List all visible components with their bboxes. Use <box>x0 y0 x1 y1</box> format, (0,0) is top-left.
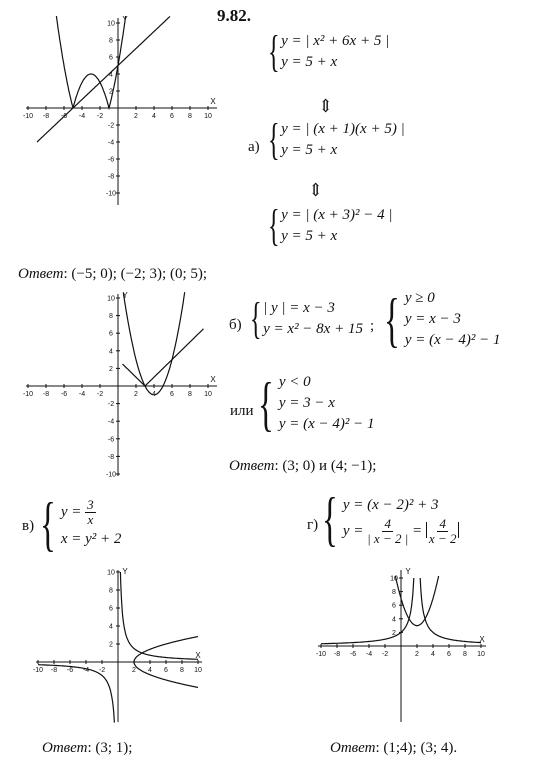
system-a2 <box>268 115 405 164</box>
x-tick-label: 4 <box>152 391 156 398</box>
equation: y = 5 + x <box>281 54 338 70</box>
x-tick-label: 8 <box>180 667 184 674</box>
hyperbola-left <box>321 575 414 644</box>
equation: | y | = x − 3 <box>263 300 335 316</box>
y-tick-label: -2 <box>107 401 115 409</box>
answer-value: : (3; 0) и (4; −1); <box>274 458 377 474</box>
answer-b <box>229 458 376 475</box>
y-tick-label: 8 <box>109 587 113 595</box>
x-tick-label: -10 <box>22 113 34 120</box>
x-tick-label: -2 <box>98 667 106 674</box>
x-tick-label: -8 <box>42 391 50 398</box>
fraction <box>429 517 457 546</box>
numerator: 4 <box>384 515 391 531</box>
part-v-label: в) <box>22 518 35 534</box>
y-tick-label: 8 <box>109 37 113 45</box>
abs-value <box>426 515 460 546</box>
answer-value: : (1;4); (3; 4). <box>375 740 458 756</box>
x-tick-label: 2 <box>134 391 138 398</box>
brace: { <box>268 115 280 164</box>
x-tick-label: -6 <box>349 651 357 658</box>
brace: { <box>268 27 280 76</box>
y-axis-label: Y <box>122 291 128 300</box>
y-tick-label: -10 <box>105 190 117 198</box>
x-tick-label: 6 <box>170 113 174 120</box>
x-tick-label: 4 <box>152 113 156 120</box>
x-tick-label: -10 <box>315 651 327 658</box>
system-g <box>322 486 459 552</box>
parabola <box>123 292 184 395</box>
equivalence-arrow: ⇕ <box>308 180 324 200</box>
y-axis-label: Y <box>122 567 128 576</box>
x-tick-label: -6 <box>66 667 74 674</box>
x-tick-label: 8 <box>188 391 192 398</box>
x-tick-label: 6 <box>170 391 174 398</box>
y-tick-label: -6 <box>107 436 115 444</box>
y-tick-label: 10 <box>390 575 398 583</box>
x-axis-label: X <box>195 651 201 660</box>
x-tick-label: -2 <box>96 391 104 398</box>
equation: y ≥ 0 <box>404 290 435 306</box>
numerator: 3 <box>87 496 94 512</box>
y-tick-label: 6 <box>109 54 113 62</box>
root-upper <box>134 637 198 663</box>
x-tick-label: -4 <box>82 667 90 674</box>
answer-v <box>42 740 132 757</box>
answer-a <box>18 266 207 283</box>
x-tick-label: -10 <box>32 667 44 674</box>
x-tick-label: 8 <box>463 651 467 658</box>
brace: { <box>258 370 274 437</box>
brace: { <box>322 486 338 552</box>
x-tick-label: 2 <box>415 651 419 658</box>
x-tick-label: -4 <box>365 651 373 658</box>
y-tick-label: 4 <box>109 623 113 631</box>
x-axis-label: X <box>479 635 485 644</box>
x-tick-label: 10 <box>477 651 485 658</box>
x-axis-label: X <box>210 97 216 106</box>
equation: y = | x² + 6x + 5 | <box>281 33 390 49</box>
brace: { <box>250 294 262 343</box>
denominator: x − 2 <box>428 530 457 546</box>
denominator: | x − 2 | <box>367 530 409 546</box>
equation: y = | (x + 1)(x + 5) | <box>281 121 405 137</box>
equation <box>61 498 122 527</box>
numerator: 4 <box>439 515 446 531</box>
equation: y = (x − 4)² − 1 <box>404 332 501 348</box>
answer-g <box>330 740 457 757</box>
x-tick-label: 2 <box>134 113 138 120</box>
equation: y = (x − 4)² − 1 <box>278 416 375 432</box>
fraction <box>85 498 96 527</box>
answer-label: Ответ <box>42 740 88 756</box>
or-label: или <box>230 403 254 419</box>
x-tick-label: 10 <box>204 391 212 398</box>
y-tick-label: -8 <box>107 453 115 461</box>
y-tick-label: 8 <box>392 589 396 597</box>
fraction <box>367 517 408 546</box>
part-b-label: б) <box>229 317 242 333</box>
x-tick-label: -4 <box>78 113 86 120</box>
x-tick-label: 4 <box>148 667 152 674</box>
equation: y = 5 + x <box>281 228 338 244</box>
equivalence-arrow: ⇕ <box>318 96 334 116</box>
y-tick-label: 2 <box>109 88 113 96</box>
y-axis-label: Y <box>405 567 411 576</box>
y-tick-label: 6 <box>109 330 113 338</box>
y-tick-label: -2 <box>107 122 115 130</box>
abs-line <box>123 329 204 386</box>
x-tick-label: -10 <box>22 391 34 398</box>
graph-g <box>310 566 492 726</box>
y-tick-label: 10 <box>107 20 115 28</box>
x-tick-label: -6 <box>60 113 68 120</box>
y-tick-label: 6 <box>392 602 396 610</box>
equation: y = x² − 8x + 15 <box>263 321 363 337</box>
equation: x = y² + 2 <box>60 530 122 547</box>
x-tick-label: -2 <box>96 113 104 120</box>
y-tick-label: -4 <box>107 418 115 426</box>
y-tick-label: 6 <box>109 605 113 613</box>
system-a1 <box>268 27 390 76</box>
y-tick-label: 2 <box>109 641 113 649</box>
equation: y = x − 3 <box>404 311 461 327</box>
x-tick-label: -4 <box>78 391 86 398</box>
x-tick-label: 10 <box>204 113 212 120</box>
x-axis-label: X <box>210 375 216 384</box>
system-b1 <box>250 294 363 343</box>
equation: y < 0 <box>278 374 311 390</box>
equals: = <box>412 522 423 539</box>
x-tick-label: 6 <box>447 651 451 658</box>
graph-b <box>18 290 223 480</box>
y-tick-label: 2 <box>109 365 113 373</box>
y-axis-label: Y <box>122 15 128 24</box>
y-tick-label: 4 <box>392 616 396 624</box>
separator: ; <box>370 318 375 334</box>
graph-a <box>18 14 223 209</box>
system-b2 <box>384 288 500 351</box>
x-tick-label: -6 <box>60 391 68 398</box>
equation: y = | (x + 3)² − 4 | <box>281 207 393 223</box>
line-y-5-plus-x <box>37 16 170 142</box>
answer-label: Ответ <box>229 458 275 474</box>
system-a3 <box>268 201 393 250</box>
part-a-label: а) <box>248 139 260 155</box>
x-tick-label: 2 <box>132 667 136 674</box>
system-b3 <box>258 372 374 435</box>
y-tick-label: 10 <box>107 569 115 577</box>
answer-value: : (3; 1); <box>87 740 133 756</box>
x-tick-label: -8 <box>42 113 50 120</box>
y-tick-label: 4 <box>109 348 113 356</box>
x-tick-label: -8 <box>333 651 341 658</box>
parabola <box>395 576 438 626</box>
y-tick-label: -8 <box>107 173 115 181</box>
graph-v <box>28 566 208 726</box>
y-tick-label: 2 <box>392 629 396 637</box>
equation: y = 3 − x <box>278 395 335 411</box>
y-tick-label: -6 <box>107 156 115 164</box>
y-tick-label: -10 <box>105 471 117 479</box>
brace: { <box>384 286 400 353</box>
parabola-abs <box>56 16 125 108</box>
equation <box>343 517 460 546</box>
system-v <box>40 491 122 557</box>
answer-label: Ответ <box>18 266 64 282</box>
x-tick-label: -8 <box>50 667 58 674</box>
x-tick-label: 10 <box>194 667 202 674</box>
part-g-label: г) <box>307 517 319 533</box>
x-tick-label: -2 <box>381 651 389 658</box>
y-tick-label: -4 <box>107 139 115 147</box>
answer-label: Ответ <box>330 740 376 756</box>
equation: y = (x − 2)² + 3 <box>342 496 439 513</box>
brace: { <box>268 201 280 250</box>
x-tick-label: 4 <box>431 651 435 658</box>
y-tick-label: 10 <box>107 295 115 303</box>
brace: { <box>40 491 56 557</box>
eq-lhs: y = <box>342 522 364 539</box>
x-tick-label: 8 <box>188 113 192 120</box>
root-lower <box>134 662 198 688</box>
y-tick-label: 4 <box>109 71 113 79</box>
denominator: x <box>87 511 94 527</box>
eq-lhs: y = <box>60 503 82 520</box>
y-tick-label: 8 <box>109 313 113 321</box>
x-tick-label: 6 <box>164 667 168 674</box>
problem-number: 9.82. <box>217 6 251 25</box>
equation: y = 5 + x <box>281 142 338 158</box>
answer-value: : (−5; 0); (−2; 3); (0; 5); <box>63 266 208 282</box>
